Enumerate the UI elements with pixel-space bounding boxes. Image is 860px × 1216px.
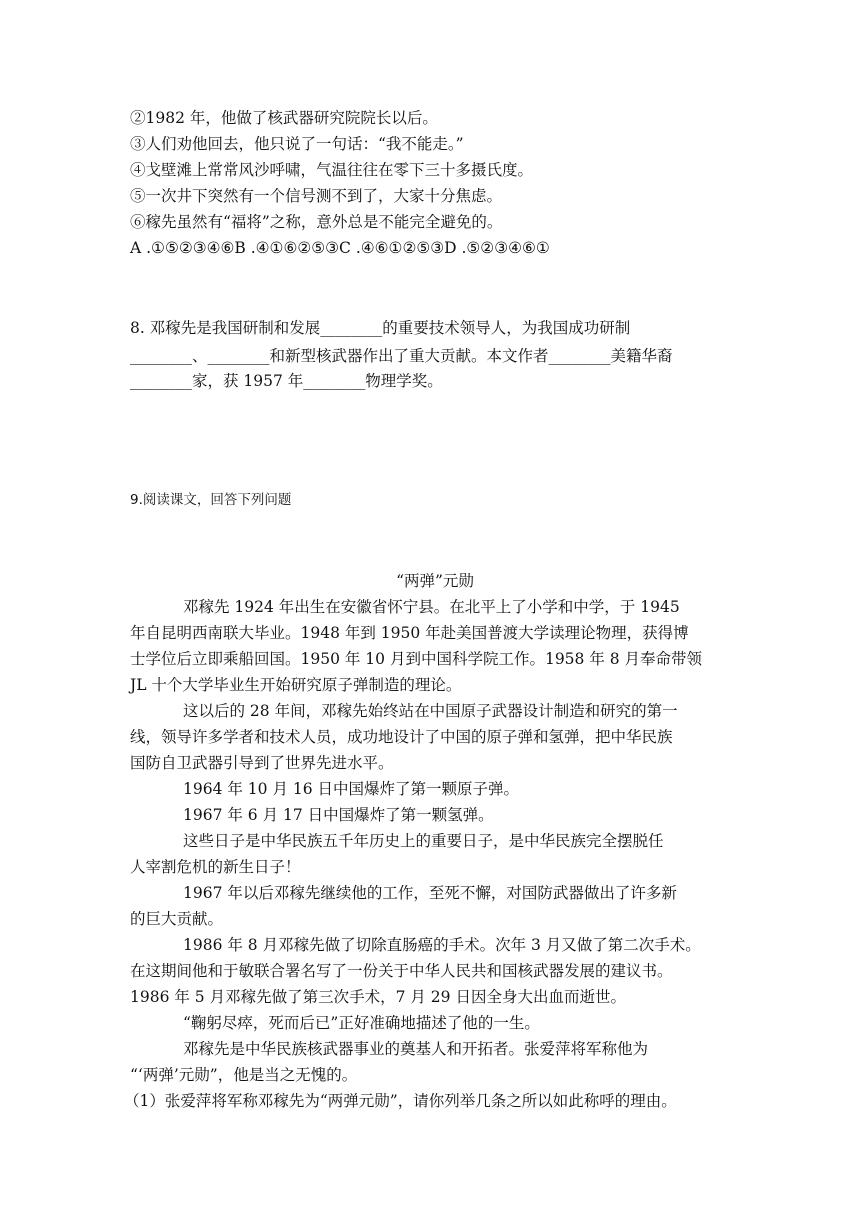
article-line: “‘两弹’元勋”，他是当之无愧的。 <box>130 1066 358 1084</box>
sorting-option-6: ⑥稼先虽然有“福将”之称，意外总是不能完全避免的。 <box>130 213 503 231</box>
article-line: 的巨大贡献。 <box>130 910 224 928</box>
question-8-line-1: 8. 邓稼先是我国研制和发展________的重要技术领导人，为我国成功研制 <box>130 319 631 337</box>
article-line: 国防自卫武器引导到了世界先进水平。 <box>130 754 394 772</box>
question-8-line-3: ________家，获 1957 年________物理学奖。 <box>130 372 443 390</box>
article-line: 1964 年 10 月 16 日中国爆炸了第一颗原子弹。 <box>183 780 520 798</box>
article-line: 在这期间他和于敏联合署名写了一份关于中华人民共和国核武器发展的建议书。 <box>130 962 673 980</box>
article-line: 1967 年以后邓稼先继续他的工作，至死不懈，对国防武器做出了许多新 <box>183 884 677 902</box>
sub-question-1: （1）张爱萍将军称邓稼先为“两弹元勋”，请你列举几条之所以如此称呼的理由。 <box>124 1092 677 1110</box>
article-line: 1986 年 8 月邓稼先做了切除直肠癌的手术。次年 3 月又做了第二次手术。 <box>183 936 701 954</box>
article-line: 这些日子是中华民族五千年历史上的重要日子，是中华民族完全摆脱任 <box>183 832 664 850</box>
article-line: JL 十个大学毕业生开始研究原子弹制造的理论。 <box>130 676 462 694</box>
question-9-title: 9.阅读课文，回答下列问题 <box>130 492 292 508</box>
article-line: 线，领导许多学者和技术人员，成功地设计了中国的原子弹和氢弹，把中华民族 <box>130 728 673 746</box>
sorting-option-3: ③人们劝他回去，他只说了一句话：“我不能走。” <box>130 135 464 153</box>
sorting-option-4: ④戈壁滩上常常风沙呼啸，气温往往在零下三十多摄氏度。 <box>130 161 534 179</box>
article-title: “两弹”元勋 <box>396 572 474 590</box>
sorting-option-2: ②1982 年，他做了核武器研究院院长以后。 <box>130 109 438 127</box>
article-line: “鞠躬尽瘁，死而后已”正好准确地描述了他的一生。 <box>183 1014 540 1032</box>
answer-choices: A .①⑤②③④⑥B .④①⑥②⑤③C .④⑥①②⑤③D .⑤②③④⑥① <box>130 239 550 257</box>
article-line: 邓稼先 1924 年出生在安徽省怀宁县。在北平上了小学和中学，于 1945 <box>183 598 680 616</box>
sorting-option-5: ⑤一次井下突然有一个信号测不到了，大家十分焦虑。 <box>130 187 503 205</box>
article-line: 1967 年 6 月 17 日中国爆炸了第一颗氢弹。 <box>183 806 494 824</box>
question-8-line-2: ________、________和新型核武器作出了重大贡献。本文作者________美籍华裔 <box>130 347 673 365</box>
article-line: 邓稼先是中华民族核武器事业的奠基人和开拓者。张爱萍将军称他为 <box>183 1040 649 1058</box>
article-line: 人宰割危机的新生日子！ <box>130 858 301 876</box>
article-line: 年自昆明西南联大毕业。1948 年到 1950 年赴美国普渡大学读理论物理，获得博 <box>130 624 689 642</box>
article-line: 1986 年 5 月邓稼先做了第三次手术，7 月 29 日因全身大出血而逝世。 <box>130 988 626 1006</box>
article-line: 这以后的 28 年间，邓稼先始终站在中国原子武器设计制造和研究的第一 <box>183 702 678 720</box>
article-line: 士学位后立即乘船回国。1950 年 10 月到中国科学院工作。1958 年 8 月奉命带领 <box>130 650 703 668</box>
